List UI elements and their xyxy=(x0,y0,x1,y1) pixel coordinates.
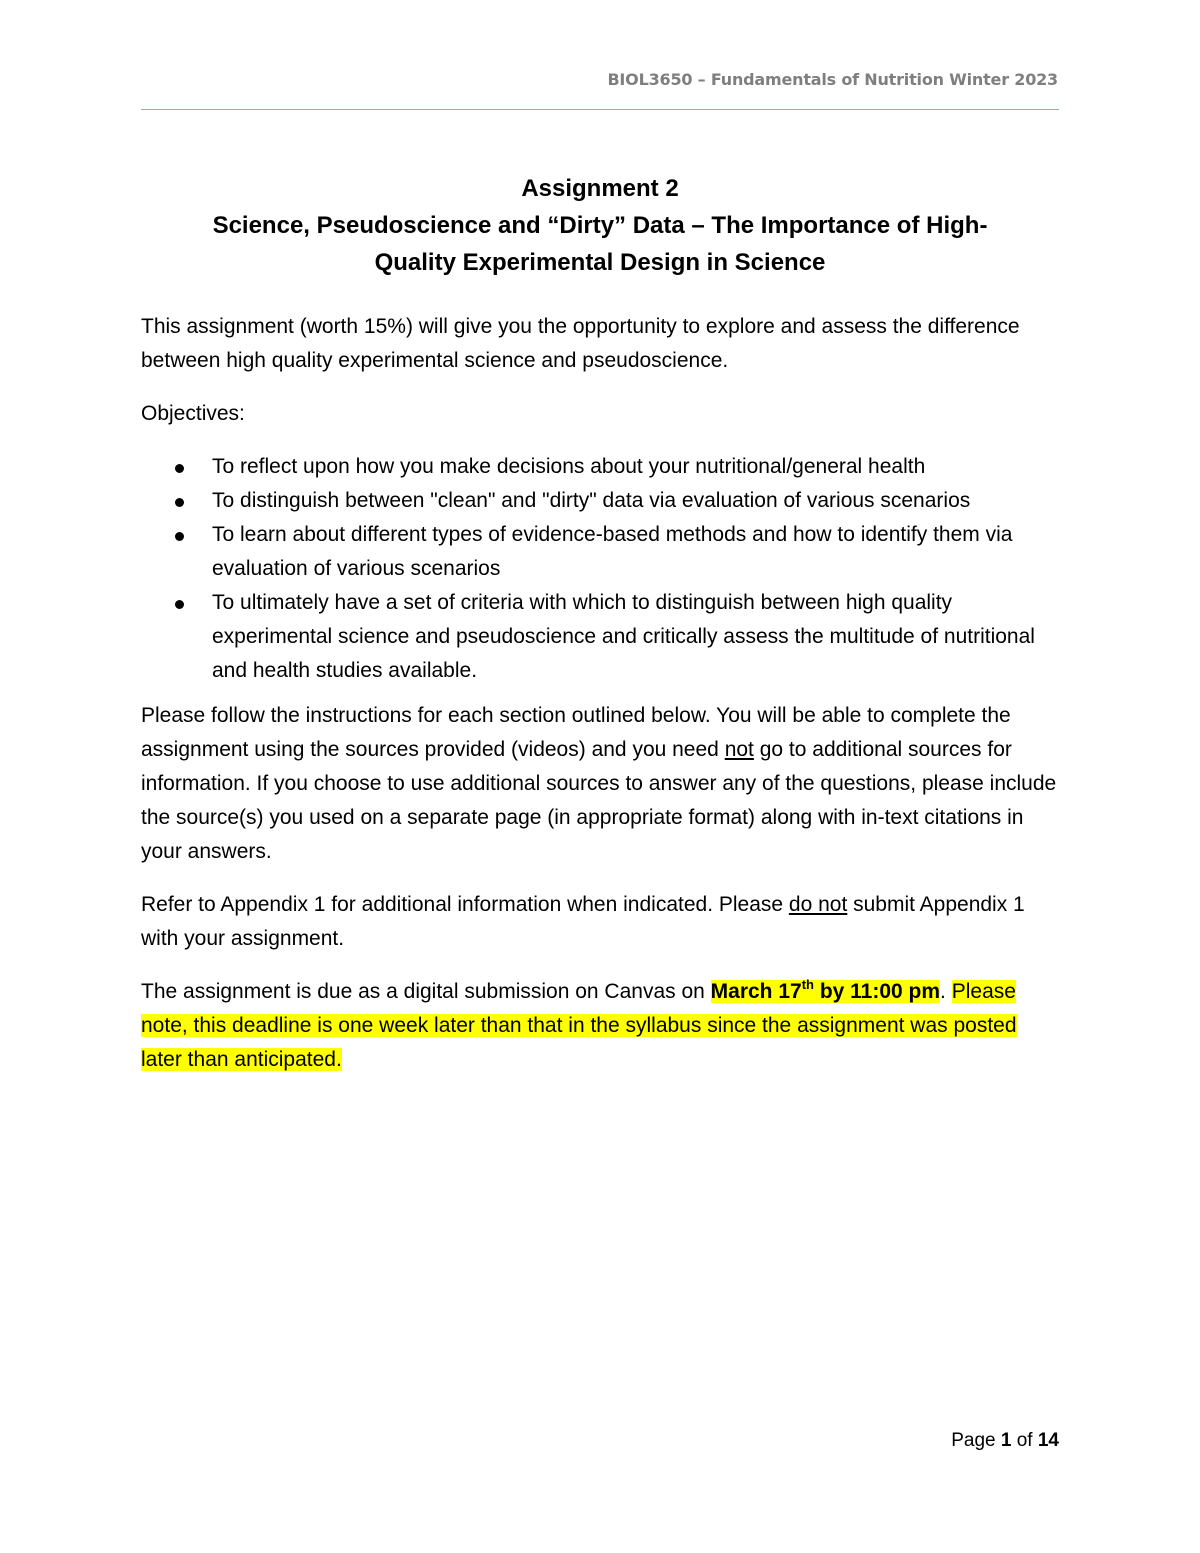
objective-item xyxy=(212,518,1059,586)
due-date-suffix: th xyxy=(801,977,814,992)
course-header: BIOL3650 – Fundamentals of Nutrition Winter 2023 xyxy=(607,70,1058,89)
appendix-paragraph xyxy=(141,888,1059,956)
title-line-2: Science, Pseudoscience and “Dirty” Data – The Importance of High- xyxy=(212,212,988,239)
page-number xyxy=(951,1430,1059,1452)
assignment-title xyxy=(141,170,1059,281)
objectives-label: Objectives: xyxy=(141,402,245,425)
bullet-icon xyxy=(175,464,184,473)
objective-text: To distinguish between "clean" and "dirty" data via evaluation of various scenarios xyxy=(212,489,971,512)
objective-item xyxy=(212,484,1059,518)
bullet-icon xyxy=(175,532,184,541)
deadline-note: Please note, this deadline is one week later than that in the syllabus since the assignment was posted later than anticipated. xyxy=(141,980,1017,1071)
due-date xyxy=(710,977,941,1003)
bullet-icon xyxy=(175,498,184,507)
due-text: The assignment is due as a digital submission on Canvas on xyxy=(141,980,711,1003)
of-label: of xyxy=(1011,1430,1038,1451)
objectives-list xyxy=(141,450,1059,688)
instructions-paragraph xyxy=(141,699,1059,869)
title-line-3: Quality Experimental Design in Science xyxy=(374,249,826,276)
document-body xyxy=(141,310,1059,1096)
instructions-text-1: Please follow the instructions for each section outlined below. You will be able to complete the assignment using the sources provided (videos) and you need xyxy=(141,704,1011,761)
current-page: 1 xyxy=(1000,1430,1012,1451)
objective-text: To ultimately have a set of criteria with which to distinguish between high quality experimental science and pseudoscience and critically assess the multitude of nutritional and health studies available. xyxy=(212,591,1035,682)
appendix-underlined: do not xyxy=(788,893,848,916)
instructions-underlined: not xyxy=(724,738,754,761)
objective-item xyxy=(212,586,1059,688)
intro-paragraph: This assignment (worth 15%) will give you the opportunity to explore and assess the difference between high quality experimental science and pseudoscience. xyxy=(141,315,1020,372)
due-paragraph xyxy=(141,975,1059,1077)
total-pages: 14 xyxy=(1037,1430,1059,1451)
objective-text: To learn about different types of evidence-based methods and how to identify them via evaluation of various scenarios xyxy=(212,523,1013,580)
objective-text: To reflect upon how you make decisions about your nutritional/general health xyxy=(212,455,926,478)
instructions-text-2: go to additional sources for information. If you choose to use additional sources to answer any of the questions, please include the source(s) you used on a separate page (in appropriate format) along with in-text citations in your answers. xyxy=(141,738,1057,863)
due-date-time: by 11:00 pm xyxy=(813,980,941,1003)
header-divider xyxy=(141,109,1059,110)
title-line-1: Assignment 2 xyxy=(521,175,679,202)
appendix-text-1: Refer to Appendix 1 for additional information when indicated. Please xyxy=(141,893,789,916)
page-label: Page xyxy=(951,1430,1001,1451)
due-date-month: March 17 xyxy=(710,980,802,1003)
bullet-icon xyxy=(175,600,184,609)
appendix-text-2: submit Appendix 1 with your assignment. xyxy=(141,893,1025,950)
objective-item xyxy=(212,450,1059,484)
due-period: . xyxy=(940,980,946,1003)
